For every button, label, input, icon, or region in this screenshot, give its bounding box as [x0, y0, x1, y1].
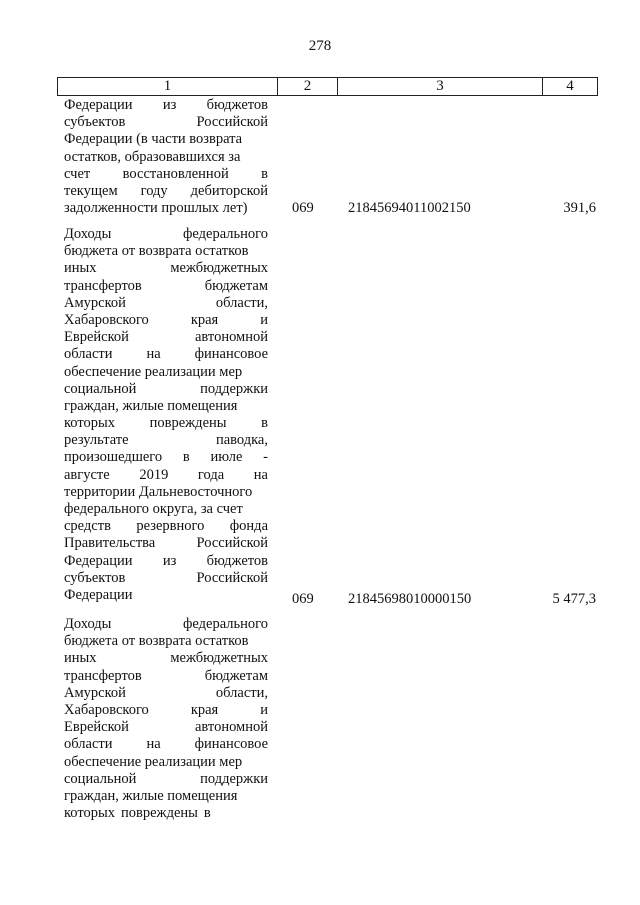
- description-word: резервного: [136, 518, 205, 535]
- description-word: субъектов: [64, 114, 126, 131]
- description-word: на: [146, 346, 161, 363]
- description-line: [64, 501, 268, 518]
- description-word: Российской: [196, 535, 268, 552]
- description-line: [64, 346, 268, 363]
- description-word: субъектов: [64, 569, 126, 586]
- description-word: Доходы: [64, 616, 112, 632]
- description-word: Амурской: [64, 294, 126, 311]
- description-line: [64, 633, 268, 650]
- description-word: -: [263, 449, 268, 466]
- description-line: [64, 97, 268, 114]
- description-word: Еврейской: [64, 719, 129, 736]
- header-col-1: 1: [58, 78, 278, 95]
- description-word: Федерации: [64, 586, 133, 603]
- description-word: Российской: [196, 569, 268, 586]
- description-word: средств: [64, 518, 111, 535]
- description-line: [64, 381, 268, 398]
- row-description: [64, 616, 268, 822]
- description-word: бюджетам: [204, 277, 268, 294]
- description-word: Российской: [196, 114, 268, 131]
- row-description: [64, 226, 268, 604]
- description-word: федерального округа, за счет: [64, 501, 243, 517]
- admin-code: 069: [292, 591, 314, 607]
- description-word: Федерации (в части возврата: [64, 131, 243, 148]
- description-word: Хабаровского: [64, 311, 149, 328]
- description-word: поддержки: [200, 380, 268, 397]
- description-word: которых: [64, 415, 116, 432]
- amount: 5 477,3: [552, 591, 596, 607]
- description-word: паводка,: [215, 432, 268, 449]
- description-word: и: [260, 311, 268, 328]
- description-line: [64, 702, 268, 719]
- description-word: автономной: [195, 329, 268, 346]
- admin-code: 069: [292, 200, 314, 216]
- description-line: [64, 570, 268, 587]
- description-line: [64, 771, 268, 788]
- description-word: бюджетов: [206, 552, 268, 569]
- description-word: края: [190, 701, 219, 718]
- description-word: бюджетам: [204, 667, 268, 684]
- description-line: [64, 535, 268, 552]
- page-number: 278: [308, 38, 332, 54]
- description-word: году: [140, 182, 168, 199]
- description-line: [64, 243, 268, 260]
- header-col-4: 4: [566, 78, 574, 94]
- description-word: Амурской: [64, 684, 126, 701]
- row-description: [64, 97, 268, 217]
- description-word: в: [261, 415, 268, 432]
- description-word: и: [260, 701, 268, 718]
- description-line: [64, 131, 268, 148]
- description-word: федерального: [183, 226, 268, 242]
- description-word: которых: [64, 805, 116, 822]
- description-word: края: [190, 311, 219, 328]
- description-line: [64, 183, 268, 200]
- description-line: [64, 788, 268, 805]
- description-word: повреждены: [121, 805, 198, 822]
- description-line: [64, 587, 268, 604]
- description-word: обеспечение реализации мер: [64, 363, 243, 380]
- description-line: [64, 432, 268, 449]
- description-word: августе: [64, 466, 110, 483]
- description-word: результате: [64, 432, 129, 449]
- description-word: автономной: [195, 719, 268, 736]
- description-word: трансфертов: [64, 667, 142, 684]
- description-word: фонда: [229, 518, 268, 535]
- description-word: восстановленной: [122, 165, 229, 182]
- description-line: [64, 226, 268, 243]
- description-word: произошедшего: [64, 449, 163, 466]
- description-word: области,: [215, 684, 268, 701]
- description-word: территории Дальневосточного: [64, 483, 253, 500]
- description-word: граждан, жилые помещения: [64, 787, 238, 804]
- description-word: Доходы: [64, 226, 112, 242]
- kbk-code: 21845698010000150: [348, 591, 472, 607]
- description-word: в: [261, 165, 268, 182]
- description-word: граждан, жилые помещения: [64, 397, 238, 414]
- description-line: [64, 668, 268, 685]
- description-line: [64, 467, 268, 484]
- description-word: Правительства: [64, 535, 156, 552]
- kbk-code: 21845694011002150: [348, 200, 471, 216]
- description-line: [64, 484, 268, 501]
- description-line: [64, 200, 268, 217]
- description-word: Федерации: [64, 97, 133, 113]
- description-word: иных: [64, 650, 97, 667]
- description-word: области: [64, 736, 113, 753]
- description-line: [64, 805, 268, 822]
- description-line: [64, 449, 268, 466]
- description-line: [64, 149, 268, 166]
- description-word: финансовое: [194, 346, 268, 363]
- description-word: дебиторской: [190, 182, 268, 199]
- header-col-3: 3: [338, 78, 543, 95]
- description-word: Федерации: [64, 552, 133, 569]
- description-word: поддержки: [200, 770, 268, 787]
- description-word: межбюджетных: [170, 650, 268, 667]
- description-word: федерального: [183, 616, 268, 632]
- description-line: [64, 736, 268, 753]
- description-word: из: [162, 552, 177, 569]
- description-line: [64, 518, 268, 535]
- description-word: в: [203, 805, 211, 822]
- description-word: текущем: [64, 182, 118, 199]
- description-word: июле: [210, 449, 243, 466]
- description-word: финансовое: [194, 736, 268, 753]
- description-word: на: [146, 736, 161, 753]
- description-word: повреждены: [149, 415, 227, 432]
- description-line: [64, 329, 268, 346]
- description-word: Хабаровского: [64, 701, 149, 718]
- description-word: бюджетов: [206, 97, 268, 113]
- table-header-row: [57, 77, 598, 96]
- description-word: года: [197, 466, 225, 483]
- description-word: остатков, образовавшихся за: [64, 148, 241, 165]
- description-line: [64, 295, 268, 312]
- description-line: [64, 616, 268, 633]
- description-word: Еврейской: [64, 329, 129, 346]
- description-word: иных: [64, 260, 97, 277]
- description-line: [64, 650, 268, 667]
- description-line: [64, 166, 268, 183]
- description-word: области: [64, 346, 113, 363]
- description-word: в: [182, 449, 190, 466]
- description-line: [64, 754, 268, 771]
- description-word: области,: [215, 294, 268, 311]
- description-line: [64, 415, 268, 432]
- description-word: трансфертов: [64, 277, 142, 294]
- amount: 391,6: [563, 200, 596, 216]
- description-word: межбюджетных: [170, 260, 268, 277]
- description-line: [64, 364, 268, 381]
- description-line: [64, 312, 268, 329]
- description-word: счет: [64, 165, 91, 182]
- description-word: из: [162, 97, 177, 113]
- description-line: [64, 114, 268, 131]
- description-word: социальной: [64, 770, 137, 787]
- description-word: обеспечение реализации мер: [64, 753, 243, 770]
- description-word: бюджета от возврата остатков: [64, 633, 249, 650]
- description-word: 2019: [139, 466, 169, 483]
- description-line: [64, 398, 268, 415]
- description-word: социальной: [64, 380, 137, 397]
- header-col-2: 2: [278, 78, 338, 95]
- description-word: задолженности прошлых лет): [64, 200, 248, 217]
- description-line: [64, 278, 268, 295]
- description-word: на: [253, 466, 268, 483]
- description-line: [64, 260, 268, 277]
- description-line: [64, 553, 268, 570]
- description-line: [64, 719, 268, 736]
- description-word: бюджета от возврата остатков: [64, 243, 249, 260]
- description-line: [64, 685, 268, 702]
